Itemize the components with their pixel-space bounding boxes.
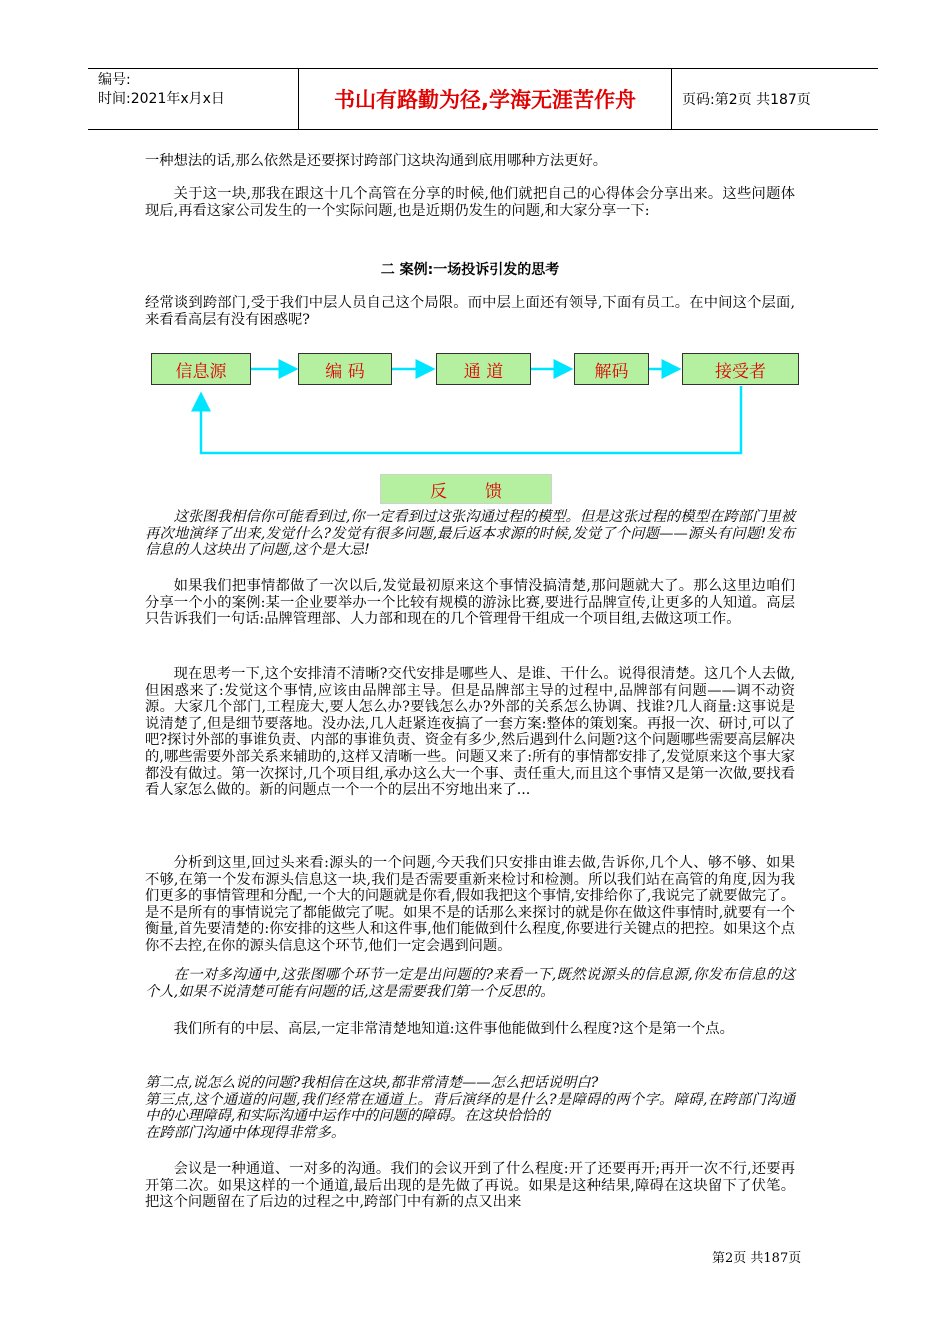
box-source: 信息源 xyxy=(151,353,251,385)
box-encode: 编 码 xyxy=(298,353,392,385)
page-footer: 第2页 共187页 xyxy=(712,1251,802,1266)
paragraph-5: 如果我们把事情都做了一次以后,发觉最初原来这个事情没搞清楚,那问题就大了。那么这里边咱们分享一个小的案例:某一企业要举办一个比较有规模的游泳比赛,要进行品牌宣传,让更多的人知道。高层只告诉我们一句话:品牌管理部、人力部和现在的几个管理骨干组成一个项目组,去做这项工作。 xyxy=(145,578,795,628)
paragraph-8: 在一对多沟通中,这张图哪个环节一定是出问题的?来看一下,既然说源头的信息源,你发布信息的这个人,如果不说清楚可能有问题的话,这是需要我们第一个反思的。 xyxy=(145,967,795,1000)
paragraph-11: 会议是一种通道、一对多的沟通。我们的会议开到了什么程度:开了还要再开;再开一次不行,还要再开第二次。如果这样的一个通道,最后出现的是先做了再说。如果是这种结果,障碍在这块留下了伏笔。把这个问题留在了后边的过程之中,跨部门中有新的点又出来 xyxy=(145,1161,795,1211)
paragraph-7: 分析到这里,回过头来看:源头的一个问题,今天我们只安排由谁去做,告诉你,几个人、够不够、如果不够,在第一个发布源头信息这一块,我们是否需要重新来检讨和检测。所以我们站在高管的角度,因为我们更多的事情管理和分配,一个大的问题就是你看,假如我把这个事情,安排给你了,我说完了就要做完了。是不是所有的事情说完了都能做完了呢。如果不是的话那么来探讨的就是你在做这件事情时,就要有一个衡量,首先要清楚的:你安排的这些人和这件事,他们能做到什么程度,你要进行关键点的把控。如果这个点你不去控,在你的源头信息这个环节,他们一定会遇到问题。 xyxy=(145,855,795,954)
paragraph-4: 这张图我相信你可能看到过,你一定看到过这张沟通过程的模型。但是这张过程的模型在跨部门里被再次地演绎了出来,发觉什么?发觉有很多问题,最后返本求源的时候,发觉了个问题——源头有问题!发布信息的人这块出了问题,这个是大忌! xyxy=(145,509,795,559)
header-page-code: 页码:第2页 共187页 xyxy=(682,92,811,108)
paragraph-3: 经常谈到跨部门,受于我们中层人员自己这个局限。而中层上面还有领导,下面有员工。在中间这个层面,来看看高层有没有困惑呢? xyxy=(145,295,795,328)
box-feedback xyxy=(380,474,552,504)
section-title: 二 案例:一场投诉引发的思考 xyxy=(380,262,560,278)
feedback-loop-line xyxy=(201,386,741,453)
paragraph-10-line-3: 在跨部门沟通中体现得非常多。 xyxy=(145,1124,346,1141)
paragraph-10 xyxy=(145,1075,795,1141)
box-decode: 解码 xyxy=(574,353,649,385)
box-channel: 通 道 xyxy=(436,353,531,385)
feedback-char-1: 反 xyxy=(430,481,447,502)
paragraph-2: 关于这一块,那我在跟这十几个高管在分享的时候,他们就把自己的心得体会分享出来。这些问题体现后,再看这家公司发生的一个实际问题,也是近期仍发生的问题,和大家分享一下: xyxy=(145,186,795,219)
paragraph-1: 一种想法的话,那么依然是还要探讨跨部门这块沟通到底用哪种方法更好。 xyxy=(145,153,608,169)
header-number-label: 编号: xyxy=(98,72,131,88)
communication-flow-diagram xyxy=(0,0,950,520)
box-receiver: 接受者 xyxy=(682,353,799,385)
feedback-char-2: 馈 xyxy=(485,481,502,502)
paragraph-9: 我们所有的中层、高层,一定非常清楚地知道:这件事他能做到什么程度?这个是第一个点。 xyxy=(173,1021,734,1037)
paragraph-10-line-2: 第三点,这个通道的问题,我们经常在通道上。背后演绎的是什么?是障碍的两个字。障碍,在跨部门沟通中的心理障碍,和实际沟通中运作中的问题的障碍。在这块恰恰的 xyxy=(145,1091,795,1125)
paragraph-10-line-1: 第二点,说怎么说的问题?我相信在这块,都非常清楚——怎么把话说明白? xyxy=(145,1075,599,1091)
paragraph-6: 现在思考一下,这个安排清不清晰?交代安排是哪些人、是谁、干什么。说得很清楚。这几个人去做,但困惑来了:发觉这个事情,应该由品牌部主导。但是品牌部主导的过程中,品牌部有问题——调不动资源。大家几个部门,工程庞大,要人怎么办?要钱怎么办?外部的关系怎么协调、找谁?几人商量:这事说是说清楚了,但是细节要落地。没办法,几人赶紧连夜搞了一套方案:整体的策划案。再报一次、研讨,可以了吧?探讨外部的事谁负责、内部的事谁负责、资金有多少,然后遇到什么问题?这个问题哪些需要高层解决的,哪些需要外部关系来辅助的,这样又清晰一些。问题又来了:所有的事情都安排了,发觉原来这个事大家都没有做过。第一次探讨,几个项目组,承办这么大一个事、责任重大,而且这个事情又是第一次做,要找看看人家怎么做的。新的问题点一个一个的层出不穷地出来了... xyxy=(145,666,795,799)
header-motto: 书山有路勤为径,学海无涯苦作舟 xyxy=(299,69,672,129)
header-time-label: 时间:2021年x月x日 xyxy=(98,91,225,107)
